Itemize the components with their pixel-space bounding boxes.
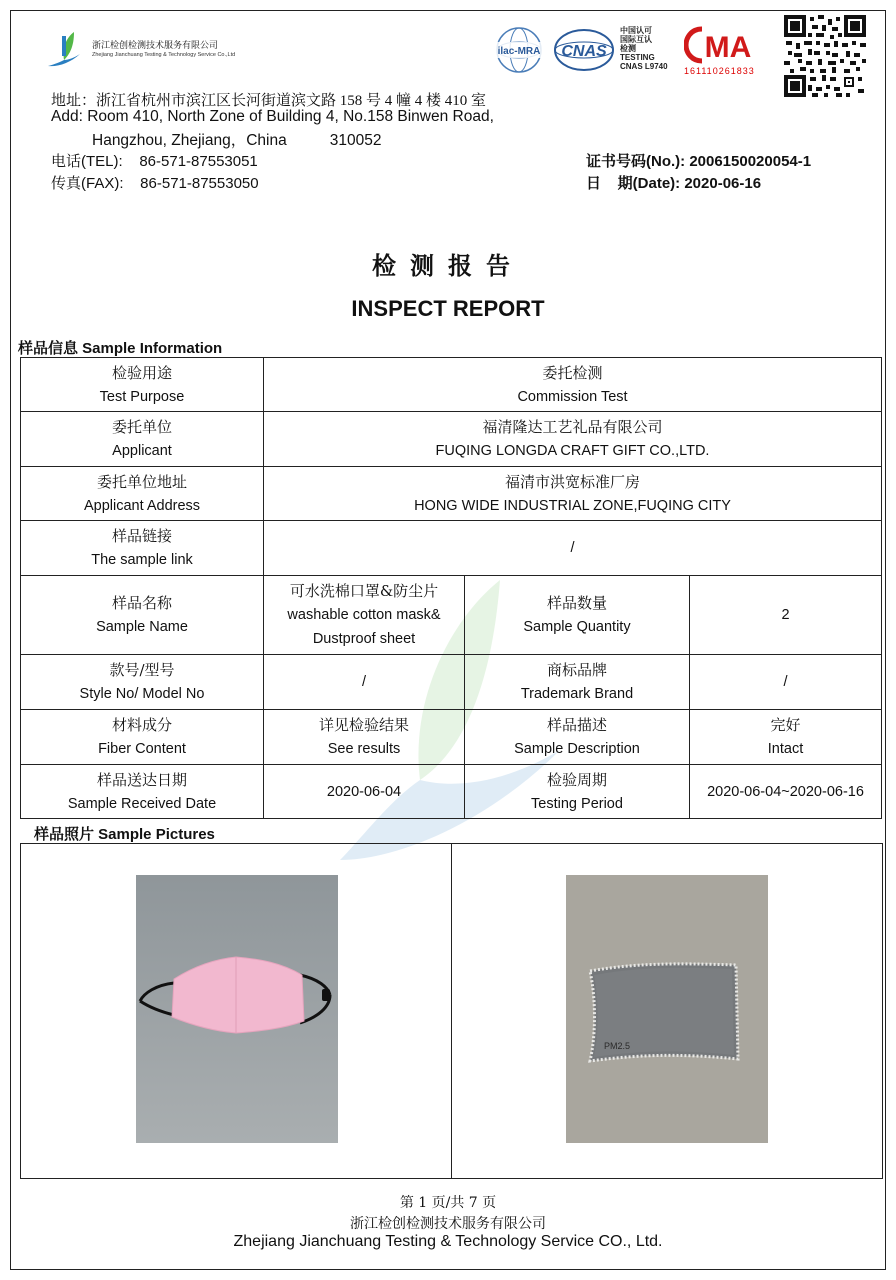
label-cell: 样品描述 Sample Description <box>465 710 690 765</box>
cnas-label: CNAS <box>561 43 607 60</box>
table-row <box>21 655 882 710</box>
label-cell: 样品送达日期 Sample Received Date <box>21 765 264 819</box>
label-cell: 材料成分 Fiber Content <box>21 710 264 765</box>
ilac-mra-logo-icon <box>490 25 548 75</box>
company-name-en: Zhejiang Jianchuang Testing & Technology Service Co.,Ltd <box>92 52 236 58</box>
certificate-number: 证书号码(No.): 2006150020054-1 <box>586 153 812 170</box>
company-logo-icon <box>46 30 86 68</box>
footer-company-en: Zhejiang Jianchuang Testing & Technology Service CO., Ltd. <box>233 1233 663 1250</box>
value-cell: / <box>690 655 882 710</box>
table-row <box>21 521 882 576</box>
qr-code-icon[interactable] <box>784 15 866 97</box>
table-row <box>21 710 882 765</box>
page-number: 第 1 页/共 7 页 <box>399 1195 497 1211</box>
divider <box>451 844 452 1178</box>
label-cell: 款号/型号 Style No/ Model No <box>21 655 264 710</box>
value-cell: 2020-06-04 <box>264 765 465 819</box>
address-en-line2: Hangzhou, Zhejiang，China 310052 <box>92 132 382 149</box>
address-en-line1: Add: Room 410, North Zone of Building 4, No.158 Binwen Road, <box>51 108 494 125</box>
label-cell: 样品数量 Sample Quantity <box>465 576 690 655</box>
cnas-logo-icon <box>553 27 615 73</box>
value-cell: 2 <box>690 576 882 655</box>
cotton-mask-photo <box>136 875 338 1143</box>
ilac-label: ilac-MRA <box>497 46 541 57</box>
value-cell: 完好 Intact <box>690 710 882 765</box>
cma-number: 161110261833 <box>684 66 755 76</box>
value-cell: 2020-06-04~2020-06-16 <box>690 765 882 819</box>
sample-pictures-heading: 样品照片 Sample Pictures <box>34 826 215 843</box>
sample-information-table <box>20 357 882 819</box>
table-row <box>21 765 882 819</box>
footer-company-cn: 浙江检创检测技术服务有限公司 <box>350 1216 546 1232</box>
report-title-cn: 检测报告 <box>372 251 524 280</box>
sample-pictures-box <box>20 843 883 1179</box>
fax: 传真(FAX): 86-571-87553050 <box>51 175 259 192</box>
label-cell: 样品链接 The sample link <box>21 521 264 576</box>
dustproof-sheet-photo <box>566 875 768 1143</box>
table-row <box>21 576 882 655</box>
label-cell: 委托单位 Applicant <box>21 412 264 467</box>
telephone: 电话(TEL): 86-571-87553051 <box>51 153 258 170</box>
ma-label: MA <box>704 31 752 64</box>
company-name-cn: 浙江检创检测技术服务有限公司 <box>92 40 219 50</box>
table-row <box>21 358 882 412</box>
cma-logo-icon <box>684 25 760 65</box>
table-row <box>21 412 882 467</box>
value-cell: 福清市洪宽标准厂房 HONG WIDE INDUSTRIAL ZONE,FUQING CITY <box>264 467 882 521</box>
sample-information-heading: 样品信息 Sample Information <box>18 340 223 357</box>
cnas-accreditation-text: 中国认可 国际互认 检测 TESTING CNAS L9740 <box>620 26 668 71</box>
address-cn: 地址：浙江省杭州市滨江区长河街道滨文路 158 号 4 幢 4 楼 410 室 <box>51 93 487 109</box>
label-cell: 样品名称 Sample Name <box>21 576 264 655</box>
label-cell: 商标品牌 Trademark Brand <box>465 655 690 710</box>
value-cell: 可水洗棉口罩&防尘片 washable cotton mask& Dustproof sheet <box>264 576 465 655</box>
value-cell: 详见检验结果 See results <box>264 710 465 765</box>
table-row <box>21 467 882 521</box>
label-cell: 检验周期 Testing Period <box>465 765 690 819</box>
report-title-en: INSPECT REPORT <box>351 296 545 321</box>
value-cell: 福清隆达工艺礼品有限公司 FUQING LONGDA CRAFT GIFT CO.,LTD. <box>264 412 882 467</box>
pm25-label: PM2.5 <box>604 1041 631 1051</box>
value-cell: / <box>264 655 465 710</box>
label-cell: 检验用途 Test Purpose <box>21 358 264 412</box>
value-cell: 委托检测 Commission Test <box>264 358 882 412</box>
report-date: 日 期(Date): 2020-06-16 <box>586 175 762 192</box>
value-cell: / <box>264 521 882 576</box>
label-cell: 委托单位地址 Applicant Address <box>21 467 264 521</box>
